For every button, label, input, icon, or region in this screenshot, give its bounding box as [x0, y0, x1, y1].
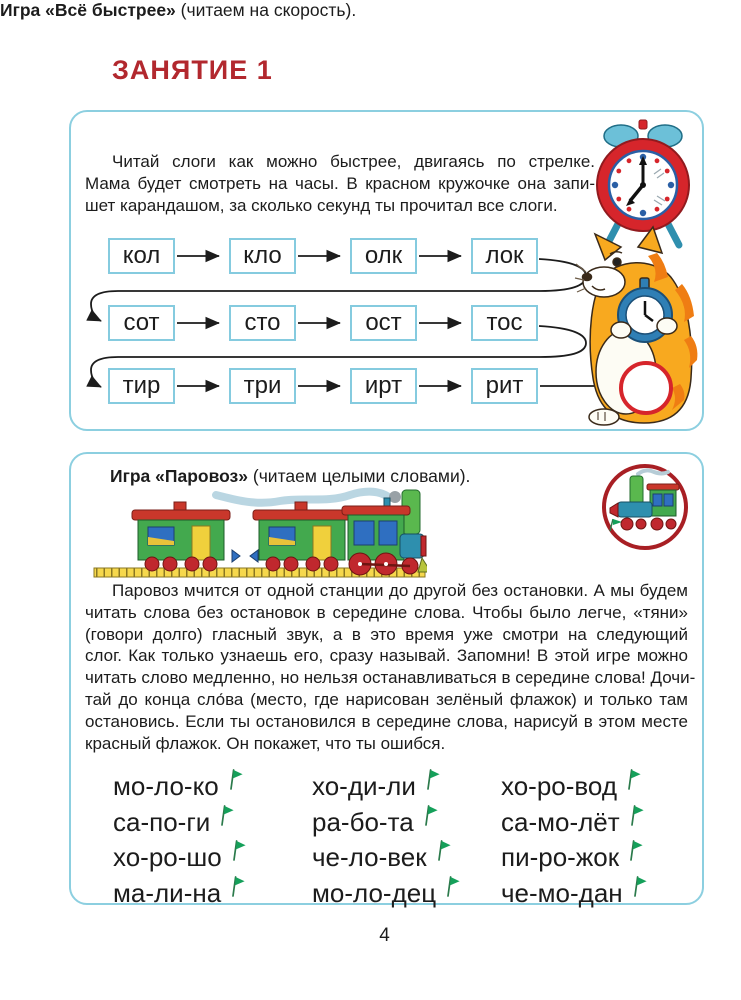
- green-flag-icon: [231, 837, 246, 868]
- instruction-line: читать слово медленно, но нельзя останавливаться в середине слова! Дочи-: [85, 668, 696, 688]
- instruction-line: слог. Как только узнаешь его, сразу называй. Запомни! В этой игре можно: [85, 646, 688, 666]
- syllable-box: кло: [229, 238, 296, 274]
- word-text: мо-ло-дец: [312, 877, 437, 908]
- syllable-box: сот: [108, 305, 175, 341]
- word-text: хо-ди-ли: [312, 771, 416, 801]
- word-item: [501, 802, 644, 838]
- word-item: [501, 766, 641, 802]
- page-number: 4: [379, 925, 390, 946]
- syllable-box: ирт: [350, 368, 417, 404]
- instruction-line: красный флажок. Он покажет, что ты ошибся.: [85, 733, 446, 753]
- page-title: ЗАНЯТИЕ 1: [112, 55, 273, 85]
- word-text: че-мо-дан: [501, 877, 623, 908]
- word-text: са-по-ги: [113, 806, 211, 837]
- syllable-box: кол: [108, 238, 175, 274]
- train-emblem-icon: [600, 462, 690, 552]
- green-flag-icon: [632, 873, 647, 904]
- word-text: ма-ли-на: [113, 877, 222, 908]
- timer-circle: [619, 361, 673, 415]
- word-text: хо-ро-шо: [113, 842, 222, 872]
- instruction-line: (говори долго) гласный звук, а в это время уже смотри на следующий: [85, 624, 688, 644]
- game1-heading: [0, 0, 356, 21]
- syllable-box: олк: [350, 238, 417, 274]
- word-text: ра-бо-та: [312, 806, 414, 837]
- word-item: [501, 873, 647, 909]
- word-text: че-ло-век: [312, 842, 427, 872]
- syllable-box: ост: [350, 305, 417, 341]
- word-item: [312, 802, 438, 838]
- instruction-line: Читай слоги как можно быстрее, двигаясь по стрелке.: [112, 152, 595, 171]
- syllable-box: тос: [471, 305, 538, 341]
- instruction-line: остановись. Если ты остановился в середине слова, нарисуй в этом месте: [85, 711, 688, 731]
- word-item: [312, 766, 440, 802]
- game1-title: Игра «Всё быстрее»: [0, 0, 176, 20]
- syllable-box: рит: [471, 368, 538, 404]
- instruction-line: читать слова без остановок в середине слова. Чтобы было легче, «тяни»: [85, 602, 688, 622]
- word-item: [312, 837, 451, 873]
- green-flag-icon: [423, 802, 438, 833]
- green-flag-icon: [626, 766, 641, 797]
- instruction-line: Мама будет смотреть на часы. В красном кружочке она запи-: [85, 174, 595, 193]
- word-text: пи-ро-жок: [501, 842, 620, 872]
- green-flag-icon: [228, 766, 243, 797]
- instruction-line: Паровоз мчится от одной станции до другой без остановки. А мы будем: [112, 581, 688, 600]
- green-flag-icon: [436, 837, 451, 868]
- word-item: [312, 873, 460, 909]
- word-item: [113, 766, 243, 802]
- word-item: [113, 802, 234, 838]
- word-item: [501, 837, 643, 873]
- syllable-box: сто: [229, 305, 296, 341]
- green-flag-icon: [629, 802, 644, 833]
- green-flag-icon: [230, 873, 245, 904]
- instruction-line: тай до конца сло́ва (место, где нарисован зелёный флажок) и только там: [85, 689, 688, 709]
- green-flag-icon: [219, 802, 234, 833]
- green-flag-icon: [445, 873, 460, 904]
- word-text: хо-ро-вод: [501, 771, 617, 801]
- word-text: са-мо-лёт: [501, 806, 620, 837]
- syllable-box: тир: [108, 368, 175, 404]
- word-item: [113, 873, 245, 909]
- green-flag-icon: [425, 766, 440, 797]
- green-flag-icon: [628, 837, 643, 868]
- word-text: мо-ло-ко: [113, 771, 219, 801]
- instruction-line: шет карандашом, за сколько секунд ты прочитал все слоги.: [85, 196, 558, 215]
- game1-subtitle: (читаем на скорость).: [175, 0, 357, 20]
- game2-subtitle: (читаем целыми словами).: [248, 466, 471, 486]
- game1-instructions: [85, 151, 595, 217]
- syllable-box: три: [229, 368, 296, 404]
- game2-title: Игра «Паровоз»: [110, 466, 248, 486]
- word-item: [113, 837, 246, 873]
- train-icon: [92, 484, 427, 584]
- game2-instructions: [85, 580, 696, 754]
- syllable-box: лок: [471, 238, 538, 274]
